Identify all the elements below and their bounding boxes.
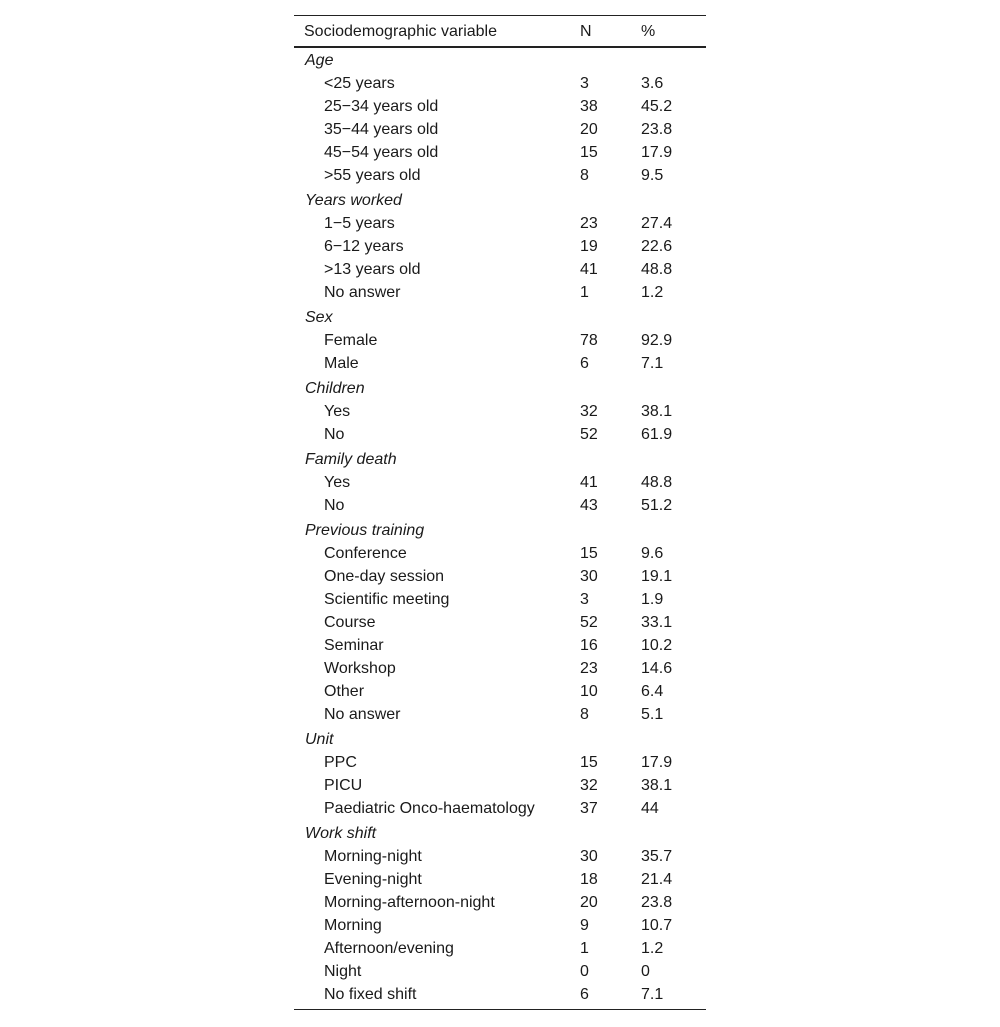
row-percent: 6.4: [641, 683, 664, 700]
group-row: [294, 304, 706, 329]
row-n: 41: [580, 261, 598, 278]
table-row: [294, 774, 706, 797]
row-percent: 1.2: [641, 940, 664, 957]
row-label: Scientific meeting: [324, 591, 450, 608]
group-row: [294, 517, 706, 542]
row-label: 25−34 years old: [324, 98, 439, 115]
group-row: [294, 187, 706, 212]
row-n: 52: [580, 614, 598, 631]
row-percent: 7.1: [641, 983, 706, 1010]
row-percent: 35.7: [641, 848, 673, 865]
row-percent: 45.2: [641, 98, 673, 115]
row-n: 15: [580, 144, 598, 161]
row-percent: 17.9: [641, 144, 673, 161]
header-variable: Sociodemographic variable: [294, 16, 580, 48]
group-empty-cell: [641, 446, 706, 471]
row-label: Morning-night: [324, 848, 422, 865]
group-label: Sex: [305, 309, 333, 326]
row-percent: 38.1: [641, 777, 673, 794]
group-label: Children: [305, 380, 365, 397]
row-percent: 1.2: [641, 284, 664, 301]
group-row: [294, 726, 706, 751]
row-n: 8: [580, 706, 589, 723]
row-n: 1: [580, 284, 589, 301]
row-label: No fixed shift: [294, 983, 580, 1010]
group-row: [294, 47, 706, 72]
table-row: [294, 95, 706, 118]
header-percent: %: [641, 16, 706, 48]
row-label: >13 years old: [324, 261, 421, 278]
table-row: [294, 937, 706, 960]
row-label: <25 years: [324, 75, 395, 92]
table-row: [294, 845, 706, 868]
row-n: 32: [580, 403, 598, 420]
row-n: 41: [580, 474, 598, 491]
table-header: [294, 16, 706, 48]
table-row: [294, 680, 706, 703]
row-n: 38: [580, 98, 598, 115]
row-label: Male: [324, 355, 359, 372]
table-row: [294, 423, 706, 446]
group-empty-cell: [641, 187, 706, 212]
row-percent: 23.8: [641, 894, 673, 911]
row-percent: 9.5: [641, 167, 664, 184]
group-empty-cell: [580, 726, 641, 751]
table-row: [294, 329, 706, 352]
table-row: [294, 212, 706, 235]
row-n: 30: [580, 568, 598, 585]
row-percent: 51.2: [641, 497, 673, 514]
row-percent: 19.1: [641, 568, 673, 585]
row-label: 6−12 years: [324, 238, 404, 255]
row-n: 15: [580, 754, 598, 771]
row-label: No answer: [324, 284, 401, 301]
row-n: 0: [580, 963, 589, 980]
table-row: [294, 914, 706, 937]
table-row: [294, 703, 706, 726]
row-label: Yes: [324, 474, 351, 491]
row-n: 9: [580, 917, 589, 934]
row-label: PPC: [324, 754, 357, 771]
row-n: 23: [580, 215, 598, 232]
row-label: No answer: [324, 706, 401, 723]
row-percent: 7.1: [641, 355, 664, 372]
row-percent: 17.9: [641, 754, 673, 771]
header-n: N: [580, 16, 641, 48]
row-label: Conference: [324, 545, 407, 562]
group-empty-cell: [580, 517, 641, 542]
row-n: 19: [580, 238, 598, 255]
row-percent: 33.1: [641, 614, 673, 631]
row-n: 18: [580, 871, 598, 888]
table-row: [294, 983, 706, 1010]
sociodemographic-table: [294, 15, 706, 1010]
row-n: 15: [580, 545, 598, 562]
row-percent: 10.2: [641, 637, 673, 654]
group-empty-cell: [641, 517, 706, 542]
table-row: [294, 960, 706, 983]
table-row: [294, 352, 706, 375]
group-empty-cell: [580, 446, 641, 471]
row-n: 6: [580, 983, 641, 1010]
row-label: >55 years old: [324, 167, 421, 184]
row-label: One-day session: [324, 568, 445, 585]
group-label: Age: [305, 52, 334, 69]
row-percent: 0: [641, 963, 650, 980]
row-n: 3: [580, 591, 589, 608]
table-row: [294, 565, 706, 588]
table-body: [294, 47, 706, 1010]
row-label: Workshop: [324, 660, 396, 677]
row-label: Morning-afternoon-night: [324, 894, 495, 911]
group-empty-cell: [580, 375, 641, 400]
table-row: [294, 751, 706, 774]
group-empty-cell: [641, 820, 706, 845]
group-empty-cell: [641, 726, 706, 751]
row-label: Paediatric Onco-haematology: [324, 800, 535, 817]
row-label: PICU: [324, 777, 363, 794]
group-label: Family death: [305, 451, 397, 468]
row-percent: 38.1: [641, 403, 673, 420]
row-percent: 9.6: [641, 545, 664, 562]
table-row: [294, 588, 706, 611]
row-percent: 14.6: [641, 660, 673, 677]
table-row: [294, 235, 706, 258]
row-label: Morning: [324, 917, 382, 934]
row-n: 6: [580, 355, 589, 372]
row-label: Afternoon/evening: [324, 940, 454, 957]
table-row: [294, 611, 706, 634]
row-n: 78: [580, 332, 598, 349]
row-percent: 22.6: [641, 238, 673, 255]
row-percent: 48.8: [641, 261, 673, 278]
row-n: 1: [580, 940, 589, 957]
row-n: 23: [580, 660, 598, 677]
group-empty-cell: [580, 47, 641, 72]
sociodemographic-table-container: [294, 15, 706, 1010]
row-label: Seminar: [324, 637, 384, 654]
row-label: Female: [324, 332, 378, 349]
header-row: [294, 16, 706, 48]
group-empty-cell: [580, 187, 641, 212]
table-row: [294, 281, 706, 304]
row-n: 10: [580, 683, 598, 700]
row-label: No: [324, 426, 345, 443]
table-row: [294, 657, 706, 680]
row-percent: 1.9: [641, 591, 664, 608]
group-row: [294, 446, 706, 471]
row-percent: 21.4: [641, 871, 673, 888]
row-percent: 10.7: [641, 917, 673, 934]
row-percent: 3.6: [641, 75, 664, 92]
row-label: 45−54 years old: [324, 144, 439, 161]
table-row: [294, 797, 706, 820]
group-empty-cell: [641, 47, 706, 72]
table-row: [294, 400, 706, 423]
group-empty-cell: [641, 375, 706, 400]
group-label: Unit: [305, 731, 334, 748]
row-n: 20: [580, 894, 598, 911]
group-label: Work shift: [305, 825, 377, 842]
group-empty-cell: [580, 820, 641, 845]
row-label: Night: [324, 963, 362, 980]
row-n: 3: [580, 75, 589, 92]
row-n: 20: [580, 121, 598, 138]
group-empty-cell: [580, 304, 641, 329]
row-percent: 61.9: [641, 426, 673, 443]
group-label: Years worked: [305, 192, 402, 209]
table-row: [294, 634, 706, 657]
row-n: 16: [580, 637, 598, 654]
table-row: [294, 542, 706, 565]
table-row: [294, 72, 706, 95]
row-label: 1−5 years: [324, 215, 395, 232]
table-row: [294, 891, 706, 914]
table-row: [294, 494, 706, 517]
row-n: 30: [580, 848, 598, 865]
row-percent: 48.8: [641, 474, 673, 491]
row-percent: 23.8: [641, 121, 673, 138]
table-row: [294, 868, 706, 891]
row-label: Course: [324, 614, 376, 631]
row-n: 37: [580, 800, 598, 817]
group-label: Previous training: [305, 522, 425, 539]
group-row: [294, 375, 706, 400]
row-n: 8: [580, 167, 589, 184]
group-empty-cell: [641, 304, 706, 329]
row-label: Evening-night: [324, 871, 422, 888]
table-row: [294, 258, 706, 281]
row-n: 32: [580, 777, 598, 794]
group-row: [294, 820, 706, 845]
row-n: 52: [580, 426, 598, 443]
table-row: [294, 164, 706, 187]
table-row: [294, 141, 706, 164]
row-n: 43: [580, 497, 598, 514]
row-percent: 5.1: [641, 706, 664, 723]
table-row: [294, 118, 706, 141]
row-label: No: [324, 497, 345, 514]
row-percent: 92.9: [641, 332, 673, 349]
row-label: Yes: [324, 403, 351, 420]
row-label: Other: [324, 683, 365, 700]
row-label: 35−44 years old: [324, 121, 439, 138]
table-row: [294, 471, 706, 494]
row-percent: 44: [641, 800, 659, 817]
row-percent: 27.4: [641, 215, 673, 232]
